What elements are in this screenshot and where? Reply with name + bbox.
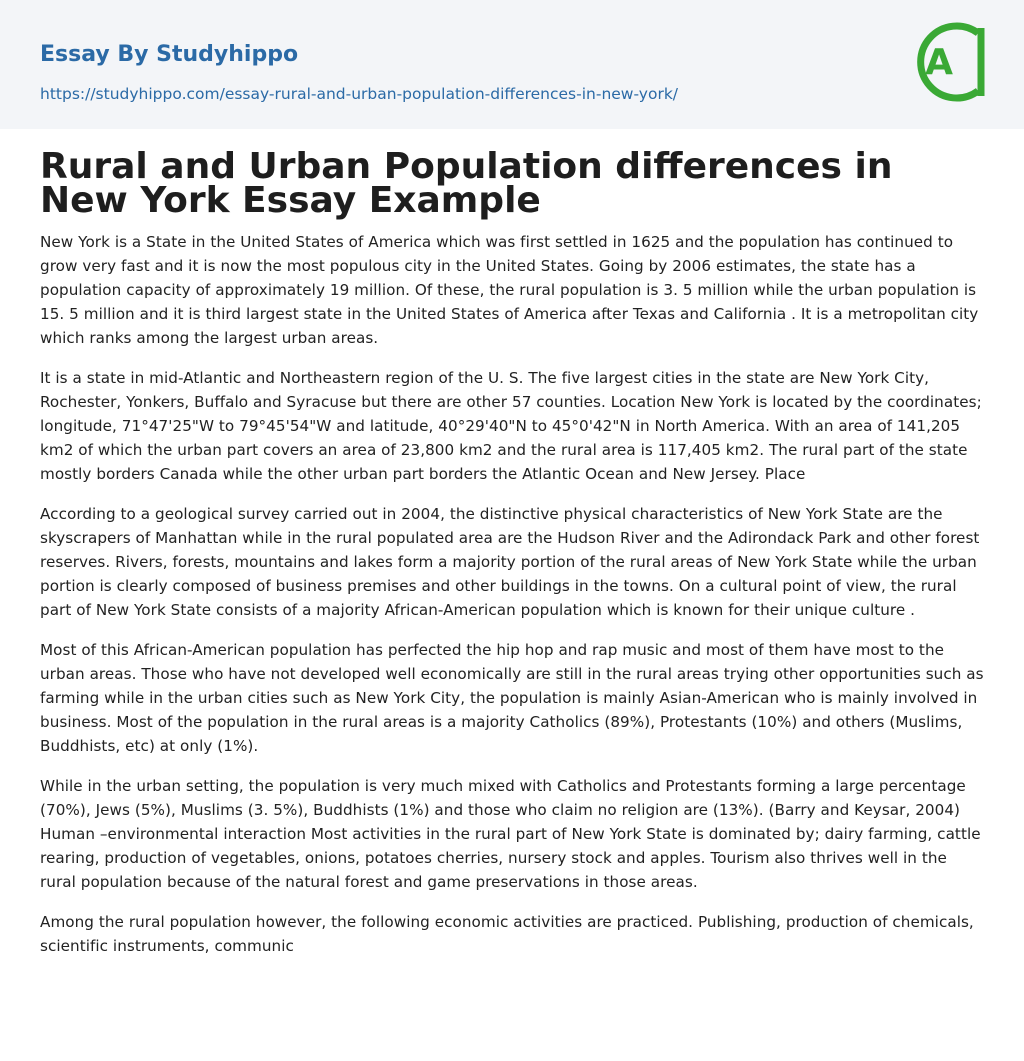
site-header bbox=[0, 0, 1024, 129]
essay-paragraph: While in the urban setting, the population is very much mixed with Catholics and Protestants forming a large percentage (70%), Jews (5%), Muslims (3. 5%), Buddhists (1%) and those who claim no religion are (13%). (Barry and Keysar, 2004) Human –environmental interaction Most activities in the rural part of New York State is dominated by; dairy farming, cattle rearing, production of vegetables, onions, potatoes cherries, nursery stock and apples. Tourism also thrives well in the rural population because of the natural forest and game preservations in those areas. bbox=[40, 777, 981, 891]
essay-body bbox=[40, 230, 986, 974]
essay-paragraph: Among the rural population however, the following economic activities are practiced. Publishing, production of chemicals, scientific instruments, communic bbox=[40, 913, 974, 955]
site-brand[interactable]: Essay By Studyhippo bbox=[40, 42, 299, 67]
logo-letter: A bbox=[925, 42, 953, 83]
essay-paragraph: It is a state in mid-Atlantic and Northeastern region of the U. S. The five largest cities in the state are New York City, Rochester, Yonkers, Buffalo and Syracuse but there are other 57 counties. Location New York is located by the coordinates; longitude, 71°47'25"W to 79°45'54"W and latitude, 40°29'40"N to 45°0'42"N in North America. With an area of 141,205 km2 of which the urban part covers an area of 23,800 km2 and the rural area is 117,405 km2. The rural part of the state mostly borders Canada while the other urban part borders the Atlantic Ocean and New Jersey. Place bbox=[40, 369, 982, 483]
logo-icon[interactable] bbox=[910, 18, 988, 106]
essay-url-link[interactable]: https://studyhippo.com/essay-rural-and-urban-population-differences-in-new-york/ bbox=[40, 85, 679, 103]
essay-paragraph: According to a geological survey carried out in 2004, the distinctive physical characteristics of New York State are the skyscrapers of Manhattan while in the rural populated area are the Hudson River and the Adirondack Park and other forest reserves. Rivers, forests, mountains and lakes form a majority portion of the rural areas of New York State while the urban portion is clearly composed of business premises and other buildings in the towns. On a cultural point of view, the rural part of New York State consists of a majority African-American population which is known for their unique culture . bbox=[40, 505, 980, 619]
essay-paragraph: Most of this African-American population has perfected the hip hop and rap music and most of them have most to the urban areas. Those who have not developed well economically are still in the rural areas trying other opportunities such as farming while in the urban cities such as New York City, the population is mainly Asian-American who is mainly involved in business. Most of the population in the rural areas is a majority Catholics (89%), Protestants (10%) and others (Muslims, Buddhists, etc) at only (1%). bbox=[40, 641, 984, 755]
essay-paragraph: New York is a State in the United States of America which was first settled in 1625 and the population has continued to grow very fast and it is now the most populous city in the United States. Going by 2006 estimates, the state has a population capacity of approximately 19 million. Of these, the rural population is 3. 5 million while the urban population is 15. 5 million and it is third largest state in the United States of America after Texas and California . It is a metropolitan city which ranks among the largest urban areas. bbox=[40, 233, 979, 347]
essay-title: Rural and Urban Population differences in New York Essay Example bbox=[40, 146, 893, 221]
